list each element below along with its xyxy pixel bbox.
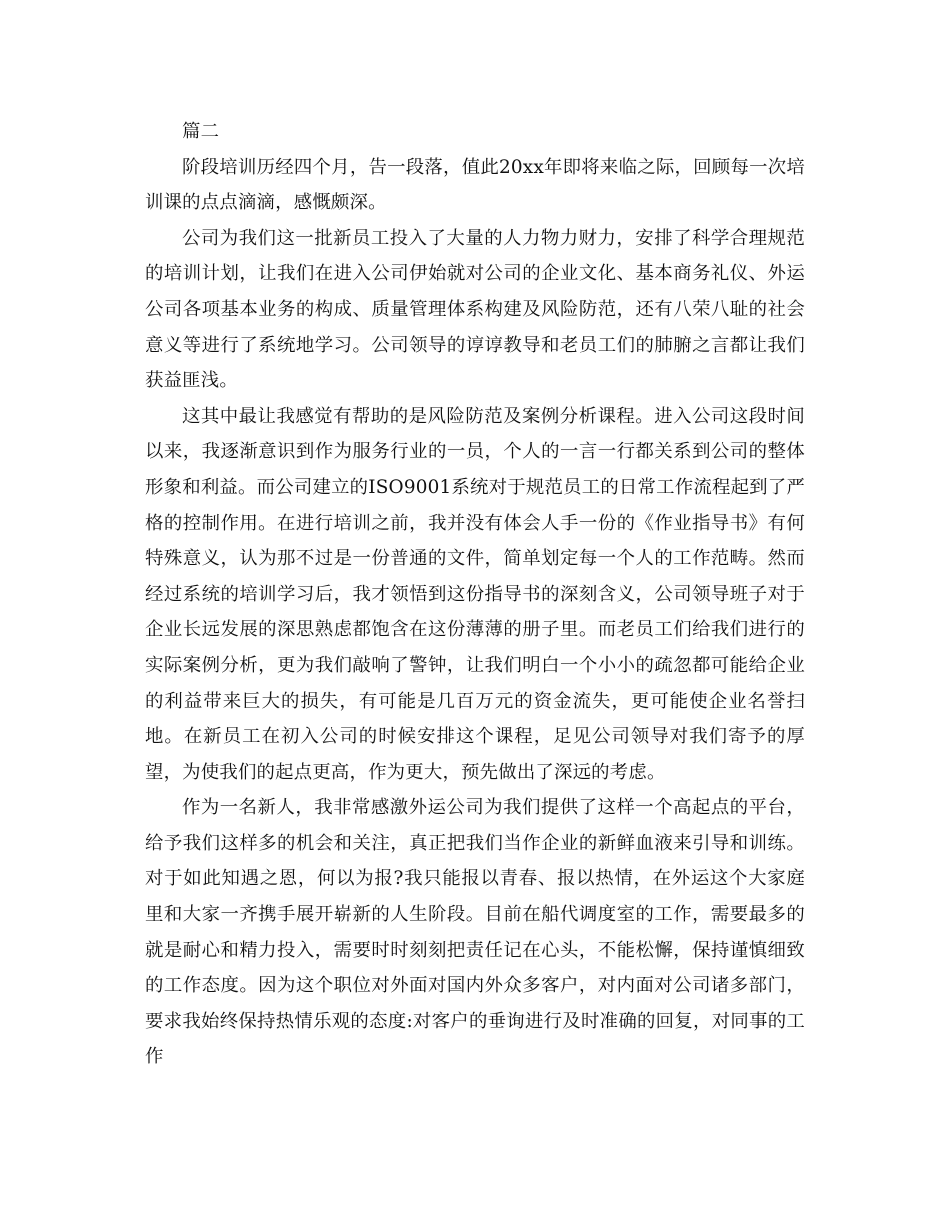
paragraph-risk-course: 这其中最让我感觉有帮助的是风险防范及案例分析课程。进入公司这段时间以来，我逐渐意识到作为服务行业的一员，个人的一言一行都关系到公司的整体形象和利益。而公司建立的ISO9001系统对于规范员工的日常工作流程起到了严格的控制作用。在进行培训之前，我并没有体会人手一份的《作业指导书》有何特殊意义，认为那不过是一份普通的文件，简单划定每一个人的工作范畴。然而经过系统的培训学习后，我才领悟到这份指导书的深刻含义，公司领导班子对于企业长远发展的深思熟虑都饱含在这份薄薄的册子里。而老员工们给我们进行的实际案例分析，更为我们敲响了警钟，让我们明白一个小小的疏忽都可能给企业的利益带来巨大的损失，有可能是几百万元的资金流失，更可能使企业名誉扫地。在新员工在初入公司的时候安排这个课程，足见公司领导对我们寄予的厚望，为使我们的起点更高，作为更大，预先做出了深远的考虑。 bbox=[145, 405, 805, 783]
document-body bbox=[145, 114, 805, 1075]
paragraph-gratitude: 作为一名新人，我非常感激外运公司为我们提供了这样一个高起点的平台，给予我们这样多的机会和关注，真正把我们当作企业的新鲜血液来引导和训练。对于如此知遇之恩，何以为报?我只能报以青春、报以热情，在外运这个大家庭里和大家一齐携手展开崭新的人生阶段。目前在船代调度室的工作，需要最多的就是耐心和精力投入，需要时时刻刻把责任记在心头，不能松懈，保持谨慎细致的工作态度。因为这个职位对外面对国内外众多客户，对内面对公司诸多部门，要求我始终保持热情乐观的态度:对客户的垂询进行及时准确的回复，对同事的工作 bbox=[145, 797, 805, 1068]
section-heading: 篇二 bbox=[182, 121, 220, 142]
paragraph-training-plan: 公司为我们这一批新员工投入了大量的人力物力财力，安排了科学合理规范的培训计划，让我们在进入公司伊始就对公司的企业文化、基本商务礼仪、外运公司各项基本业务的构成、质量管理体系构建及风险防范，还有八荣八耻的社会意义等进行了系统地学习。公司领导的谆谆教导和老员工们的肺腑之言都让我们获益匪浅。 bbox=[145, 227, 805, 392]
paragraph-intro: 阶段培训历经四个月，告一段落，值此20xx年即将来临之际，回顾每一次培训课的点点滴滴，感慨颇深。 bbox=[145, 156, 805, 214]
